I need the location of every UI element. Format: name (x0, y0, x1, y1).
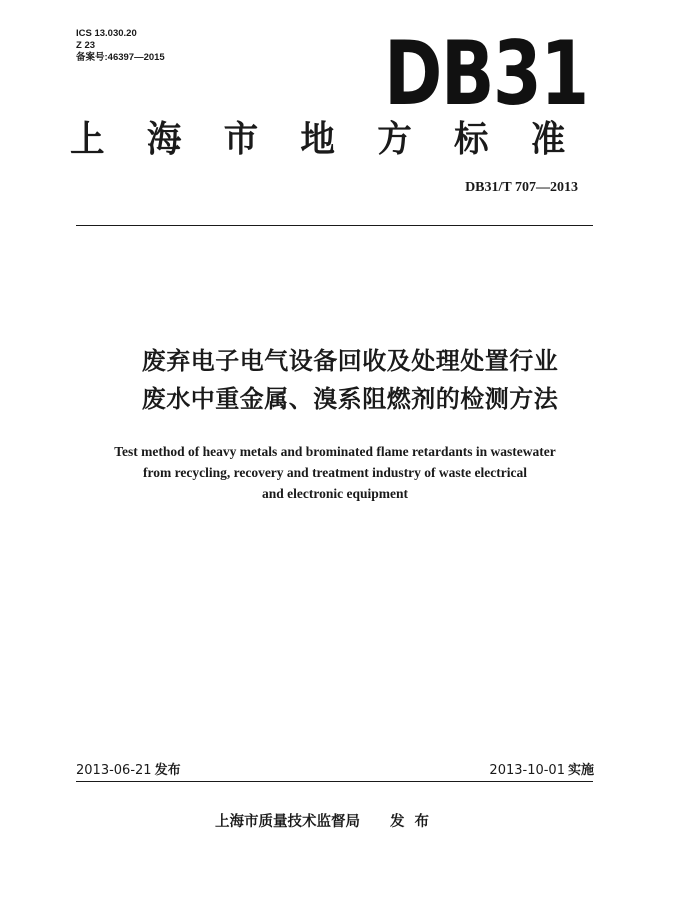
classification-info (76, 28, 165, 64)
issue-date-value: 2013-06-21 (76, 763, 152, 778)
effective-date (489, 759, 594, 778)
class-code: Z 23 (76, 40, 96, 51)
english-title-line-2: from recycling, recovery and treatment industry of waste electrical (142, 465, 527, 480)
issue-date (76, 759, 181, 778)
ics-code: ICS 13.030.20 (76, 28, 137, 39)
effective-date-value: 2013-10-01 (489, 763, 565, 778)
bottom-divider (76, 781, 593, 782)
chinese-title (0, 342, 700, 418)
english-title-line-1: Test method of heavy metals and brominated flame retardants in wastewater (114, 444, 556, 459)
effective-date-label: 实施 (567, 763, 594, 778)
english-title (0, 441, 670, 504)
publisher (215, 810, 439, 831)
standard-code: DB31/T 707—2013 (465, 180, 578, 195)
english-title-line-3: and electronic equipment (262, 486, 408, 501)
top-divider (76, 225, 593, 226)
chinese-title-line-1: 废弃电子电气设备回收及处理处置行业 (141, 347, 559, 375)
chinese-title-line-2: 废水中重金属、溴系阻燃剂的检测方法 (141, 385, 559, 413)
standard-type-heading: 上海市地方标准 (70, 119, 608, 160)
publisher-action: 发布 (390, 814, 439, 830)
db31-logo: DB31 (384, 22, 588, 125)
issue-date-label: 发布 (154, 763, 181, 778)
record-number: 备案号:46397—2015 (76, 52, 165, 63)
publisher-name: 上海市质量技术监督局 (215, 814, 360, 830)
